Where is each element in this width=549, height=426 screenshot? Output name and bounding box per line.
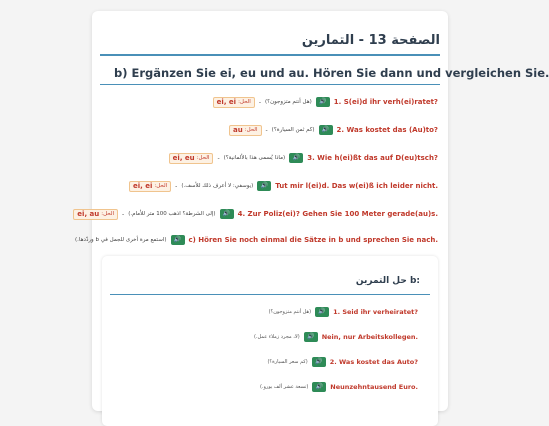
exercise-row [229, 122, 438, 138]
section-divider [100, 84, 440, 85]
solution-box [102, 256, 438, 426]
section-b-title: b) Ergänzen Sie ei, eu und au. Hören Sie dann und vergleichen Sie. [114, 66, 549, 80]
solution-label: الحل: [196, 155, 210, 161]
answer-row [269, 305, 418, 319]
solution-value: ei, ei [216, 98, 237, 106]
exercise-row [73, 206, 438, 222]
answer-row [260, 380, 418, 394]
solution-value: ei, ei [133, 182, 153, 190]
solution-value: au [233, 126, 243, 134]
separator-dash: - [265, 126, 268, 134]
solution-box-title: حل التمرين b: [355, 276, 420, 286]
speaker-icon[interactable]: 🔊 [304, 332, 318, 342]
exercise-text: 3. Wie h(ei)ßt das auf D(eu)tsch? [307, 154, 438, 162]
exercise-row [169, 150, 438, 166]
answer-translation: (تسعة عشر ألف يورو.) [259, 384, 309, 390]
exercise-row [129, 178, 438, 194]
speaker-icon[interactable]: 🔊 [315, 307, 329, 317]
section-c-translation: (استمع مرة أخرى للجمل في b وردّدها.) [75, 237, 167, 243]
solution-label: الحل: [154, 183, 168, 189]
exercise-translation: (كم ثمن السيارة؟) [271, 127, 315, 133]
speaker-icon[interactable]: 🔊 [312, 357, 326, 367]
exercise-row [213, 94, 438, 110]
speaker-icon[interactable]: 🔊 [316, 97, 330, 107]
exercise-translation: (يوسفي: لا أعرف ذلك للأسف.) [181, 183, 254, 189]
solution-value: ei, eu [172, 154, 195, 162]
exercise-text: Tut mir l(ei)d. Das w(ei)ß ich leider nicht. [275, 182, 438, 190]
separator-dash: - [217, 154, 220, 162]
exercise-translation: (هل أنتم متزوجون؟) [265, 99, 312, 105]
speaker-icon[interactable]: 🔊 [289, 153, 303, 163]
exercise-text: 1. S(ei)d ihr verh(ei)ratet? [333, 98, 438, 106]
answer-translation: (هل أنتم متزوجون؟) [268, 309, 312, 315]
answer-text: 1. Seid ihr verheiratet? [333, 308, 418, 316]
speaker-icon[interactable]: 🔊 [319, 125, 333, 135]
exercise-translation: (ماذا يُسمى هذا بالألمانية؟) [223, 155, 286, 161]
separator-dash: - [122, 210, 125, 218]
answer-text: 2. Was kostet das Auto? [329, 358, 418, 366]
title-divider [100, 54, 440, 56]
answer-translation: (كم سعر السيارة؟) [267, 359, 308, 365]
speaker-icon[interactable]: 🔊 [171, 235, 185, 245]
separator-dash: - [258, 98, 262, 106]
solution-badge [213, 97, 255, 108]
solution-box-divider [110, 294, 430, 295]
exercise-translation: (إلى الشرطة؟ اذهب 100 متر للأمام.) [128, 211, 216, 217]
solution-badge [73, 209, 118, 220]
solution-label: الحل: [101, 211, 115, 217]
exercise-card [75, 11, 549, 411]
speaker-icon[interactable]: 🔊 [312, 382, 326, 392]
separator-dash: - [175, 182, 178, 190]
solution-label: الحل: [238, 99, 251, 105]
section-c-text: c) Hören Sie noch einmal die Sätze in b und sprechen Sie nach. [188, 236, 438, 244]
section-c-row [75, 232, 438, 248]
answer-translation: (لا، مجرد زملاء عمل.) [253, 334, 300, 340]
answer-text: Nein, nur Arbeitskollegen. [321, 333, 418, 341]
answer-text: Neunzehntausend Euro. [330, 383, 418, 391]
solution-badge [229, 125, 262, 136]
answer-row [254, 330, 418, 344]
answer-row [267, 355, 418, 369]
page-title: الصفحة 13 - التمارين [301, 33, 440, 48]
speaker-icon[interactable]: 🔊 [220, 209, 234, 219]
solution-badge [169, 153, 214, 164]
solution-label: الحل: [244, 127, 258, 133]
speaker-icon[interactable]: 🔊 [257, 181, 271, 191]
solution-badge [129, 181, 171, 192]
solution-value: ei, au [77, 210, 100, 218]
exercise-text: 4. Zur Poliz(ei)? Gehen Sie 100 Meter gerade(au)s. [237, 210, 438, 218]
exercise-text: 2. Was kostet das (Au)to? [336, 126, 438, 134]
